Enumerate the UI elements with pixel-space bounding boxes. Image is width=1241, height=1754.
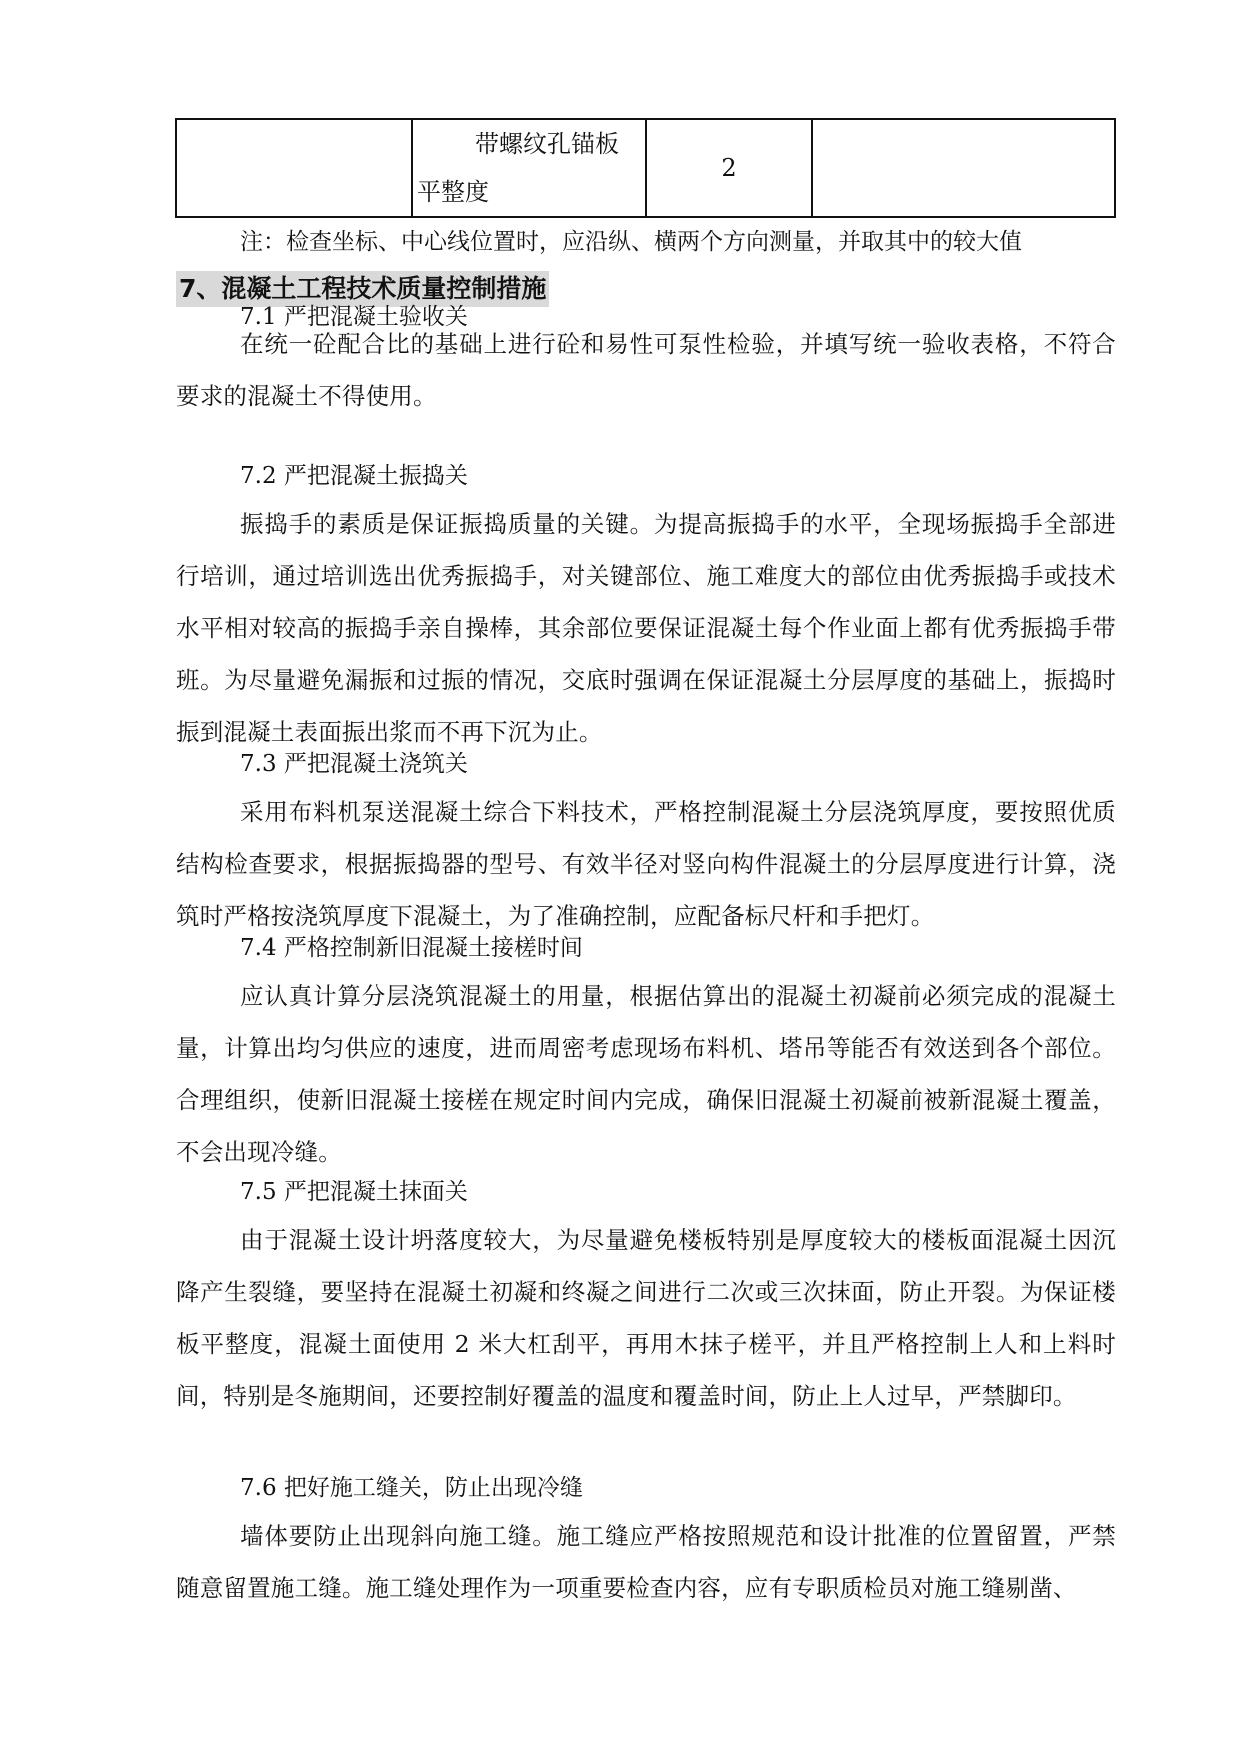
item-name (413, 120, 645, 216)
subsection-title-7-1: 7.1 严把混凝土验收关 (240, 304, 468, 330)
section-heading: 7、混凝土工程技术质量控制措施 (176, 271, 549, 307)
subsection-title-7-2: 7.2 严把混凝土振捣关 (240, 463, 468, 489)
paragraph-7-2: 振捣手的素质是保证振捣质量的关键。为提高振捣手的水平，全现场振捣手全部进行培训，通过培训选出优秀振捣手，对关键部位、施工难度大的部位由优秀振捣手或技术水平相对较高的振捣手亲自操棒，其余部位要保证混凝土每个作业面上都有优秀振捣手带班。为尽量避免漏振和过振的情况，交底时强调在保证混凝土分层厚度的基础上，振捣时振到混凝土表面振出浆而不再下沉为止。 (176, 510, 1116, 746)
subsection-title-7-5: 7.5 严把混凝土抹面关 (240, 1179, 468, 1205)
table-row (176, 119, 1115, 217)
paragraph-7-1: 在统一砼配合比的基础上进行砼和易性可泵性检验，并填写统一验收表格，不符合要求的混凝土不得使用。 (176, 330, 1116, 410)
subsection-title-7-3: 7.3 严把混凝土浇筑关 (240, 751, 468, 777)
paragraph-7-3: 采用布料机泵送混凝土综合下料技术，严格控制混凝土分层浇筑厚度，要按照优质结构检查要求，根据振捣器的型号、有效半径对竖向构件混凝土的分层厚度进行计算，浇筑时严格按浇筑厚度下混凝土，为了准确控制，应配备标尺杆和手把灯。 (176, 798, 1116, 930)
table-cell-empty-1 (176, 119, 412, 217)
paragraph-7-4: 应认真计算分层浇筑混凝土的用量，根据估算出的混凝土初凝前必须完成的混凝土量，计算出均匀供应的速度，进而周密考虑现场布料机、塔吊等能否有效送到各个部位。合理组织，使新旧混凝土接槎在规定时间内完成，确保旧混凝土初凝前被新混凝土覆盖，不会出现冷缝。 (176, 982, 1116, 1166)
table-note: 注：检查坐标、中心线位置时，应沿纵、横两个方向测量，并取其中的较大值 (240, 229, 1022, 255)
table-cell-empty-2 (812, 119, 1115, 217)
table-cell-item (412, 119, 646, 217)
paragraph-7-5: 由于混凝土设计坍落度较大，为尽量避免楼板特别是厚度较大的楼板面混凝土因沉降产生裂缝，要坚持在混凝土初凝和终凝之间进行二次或三次抹面，防止开裂。为保证楼板平整度，混凝土面使用 2 米大杠刮平，再用木抹子槎平，并且严格控制上人和上料时间，特别是冬施期间，还要控制好覆盖的温度和覆盖时间，防止上人过早，严禁脚印。 (176, 1226, 1116, 1410)
item-name-line2: 平整度 (417, 178, 489, 206)
table-cell-tolerance: 2 (646, 119, 812, 217)
inspection-table (175, 118, 1116, 218)
subsection-title-7-4: 7.4 严格控制新旧混凝土接槎时间 (240, 935, 583, 961)
paragraph-7-6: 墙体要防止出现斜向施工缝。施工缝应严格按照规范和设计批准的位置留置，严禁随意留置施工缝。施工缝处理作为一项重要检查内容，应有专职质检员对施工缝剔凿、 (176, 1522, 1116, 1602)
item-name-line1: 带螺纹孔锚板 (475, 130, 619, 158)
subsection-title-7-6: 7.6 把好施工缝关，防止出现冷缝 (240, 1475, 583, 1501)
